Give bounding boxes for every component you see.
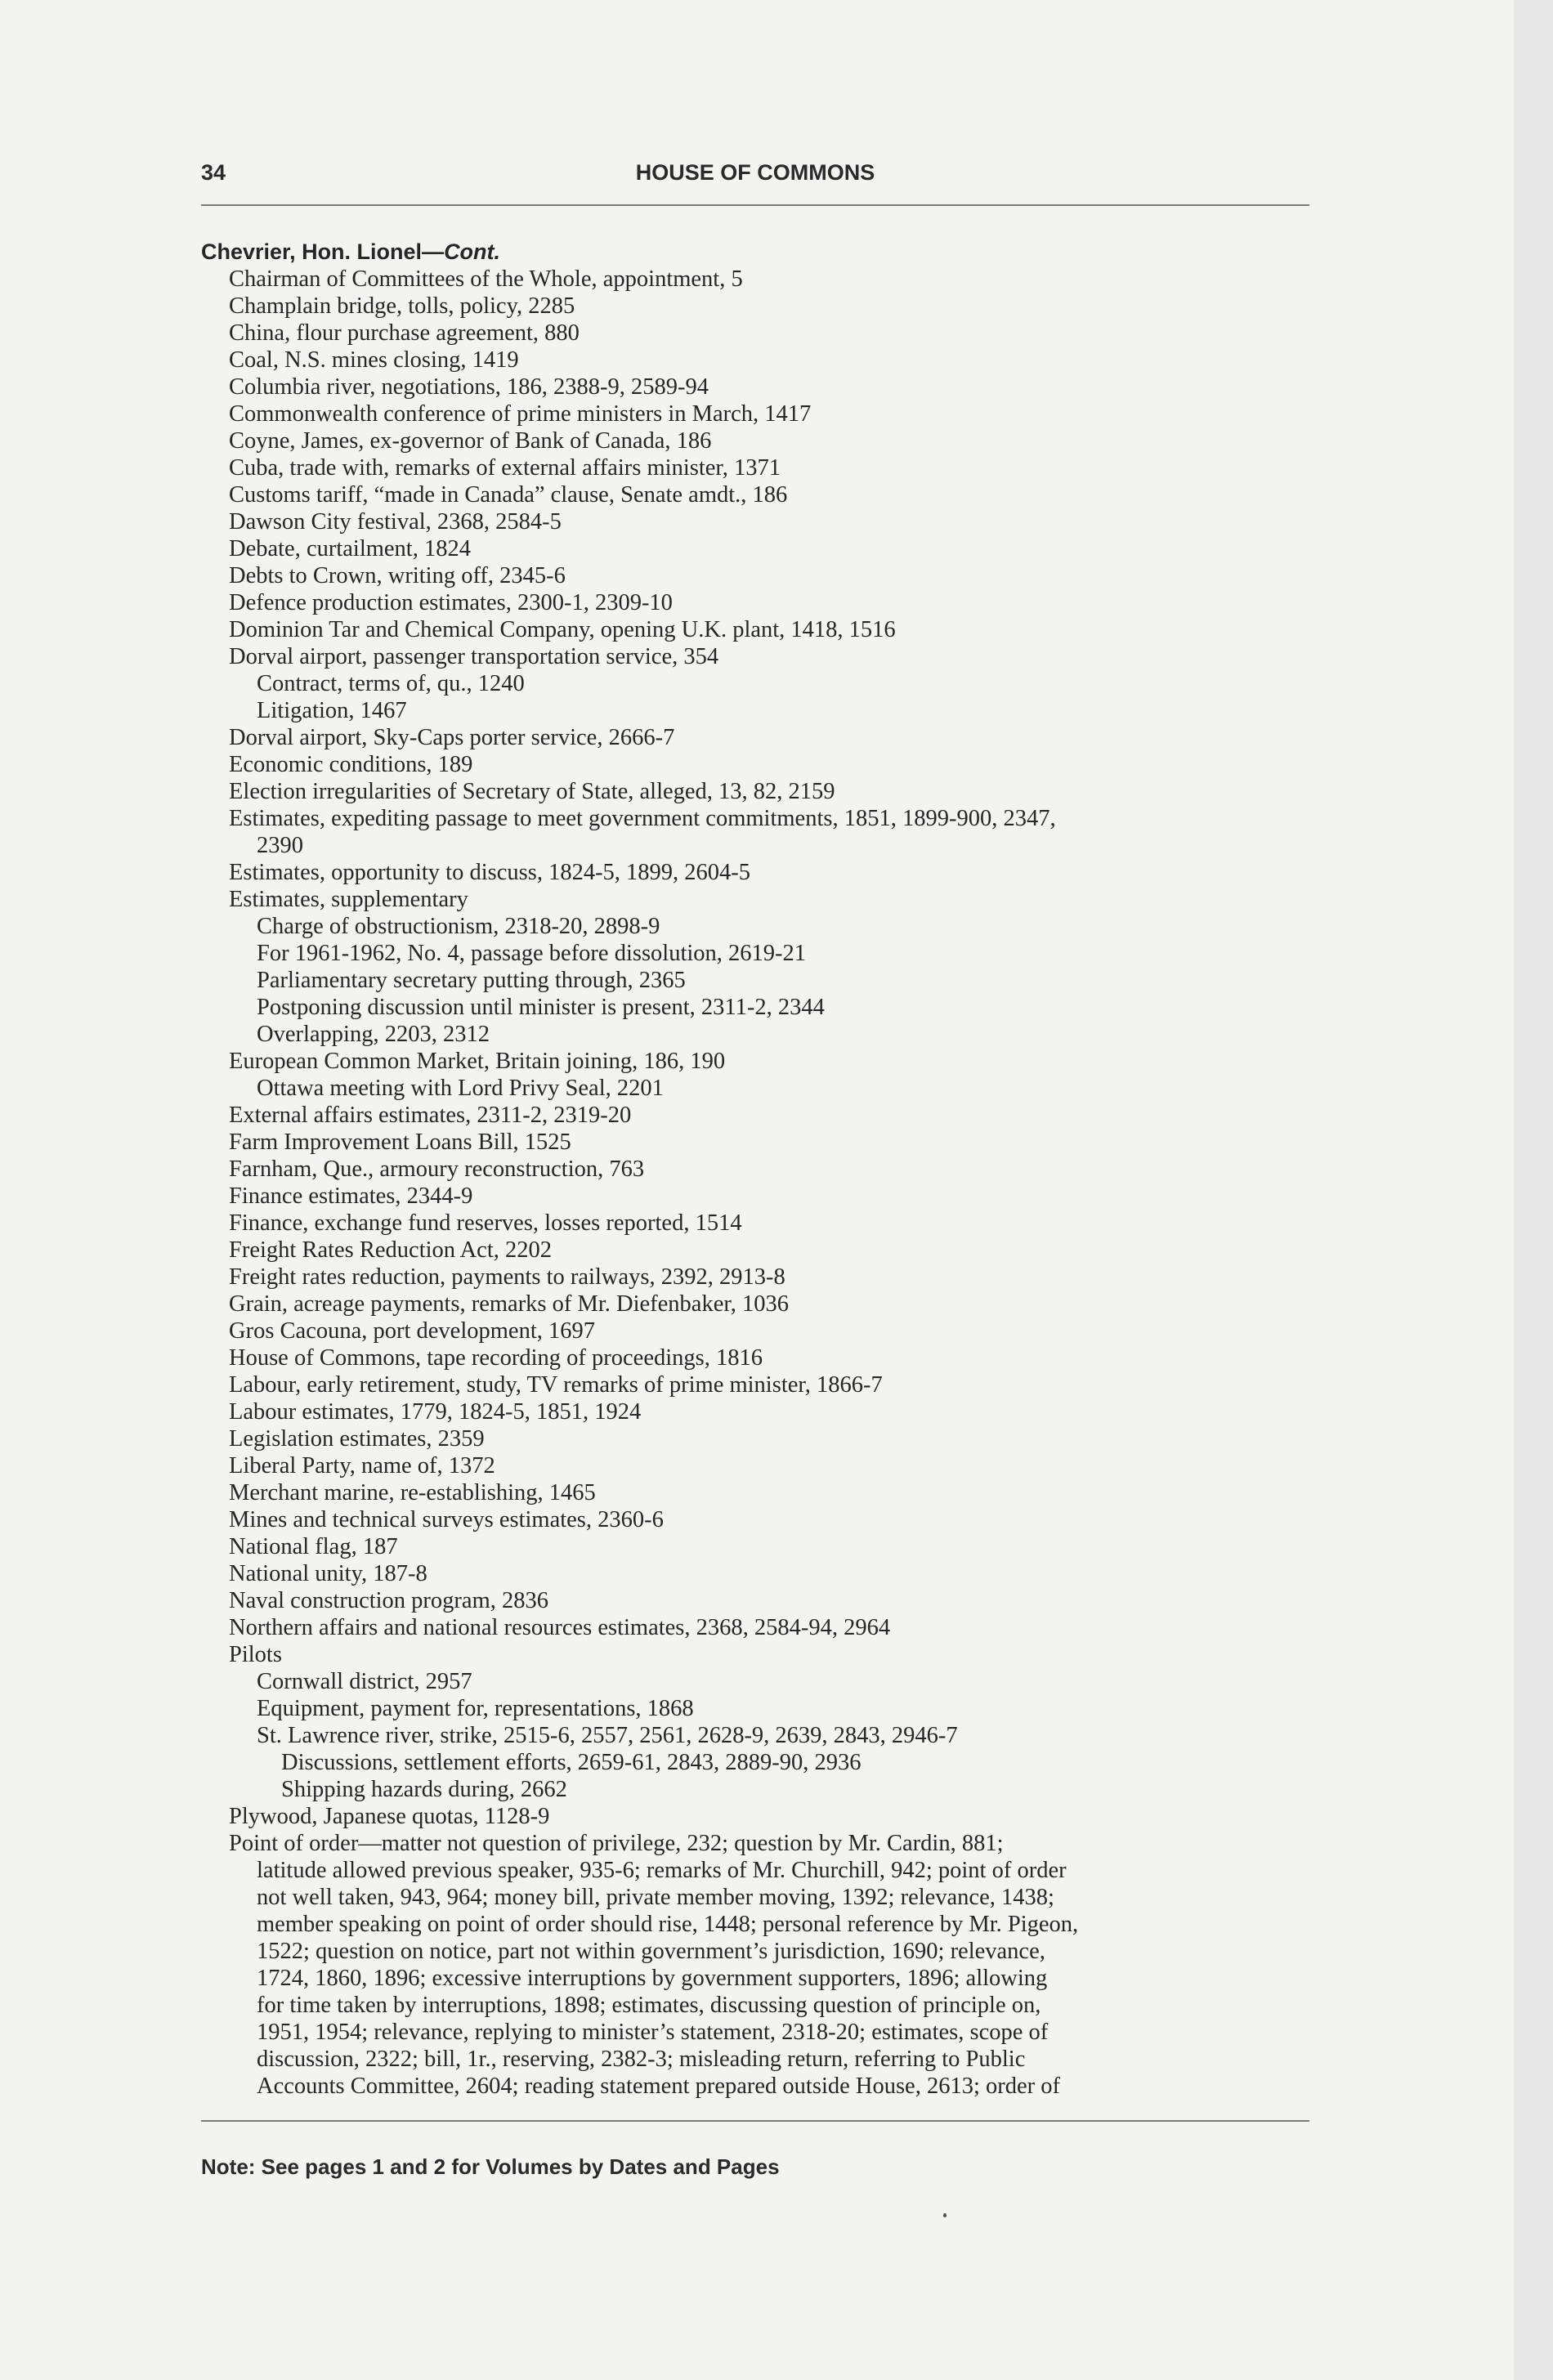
index-line: Ottawa meeting with Lord Privy Seal, 2201 <box>257 1076 664 1101</box>
index-heading-name: Chevrier, Hon. Lionel— <box>201 239 445 264</box>
index-heading-cont: Cont. <box>444 239 501 264</box>
index-line: Estimates, opportunity to discuss, 1824-5, 1899, 2604-5 <box>229 860 751 885</box>
index-line: Northern affairs and national resources estimates, 2368, 2584-94, 2964 <box>229 1615 891 1640</box>
index-line: China, flour purchase agreement, 880 <box>229 320 580 346</box>
index-line: Defence production estimates, 2300-1, 2309-10 <box>229 590 673 615</box>
index-line: Election irregularities of Secretary of State, alleged, 13, 82, 2159 <box>229 779 835 804</box>
index-line: Shipping hazards during, 2662 <box>281 1777 567 1802</box>
index-line: 1951, 1954; relevance, replying to minister’s statement, 2318-20; estimates, scope of <box>257 2020 1049 2045</box>
index-line: Farnham, Que., armoury reconstruction, 763 <box>229 1156 645 1182</box>
index-line: Labour estimates, 1779, 1824-5, 1851, 1924 <box>229 1399 642 1425</box>
index-line: Farm Improvement Loans Bill, 1525 <box>229 1130 571 1155</box>
index-heading <box>201 239 1345 266</box>
index-line: National unity, 187-8 <box>229 1561 427 1586</box>
index-line: European Common Market, Britain joining, 186, 190 <box>229 1049 726 1074</box>
index-line: Columbia river, negotiations, 186, 2388-9, 2589-94 <box>229 374 709 400</box>
header-rule <box>201 204 1309 206</box>
index-line: Freight rates reduction, payments to railways, 2392, 2913-8 <box>229 1264 785 1290</box>
index-line: St. Lawrence river, strike, 2515-6, 2557, 2561, 2628-9, 2639, 2843, 2946-7 <box>257 1723 958 1748</box>
index-line: Finance, exchange fund reserves, losses reported, 1514 <box>229 1210 742 1236</box>
index-line: Plywood, Japanese quotas, 1128-9 <box>229 1804 550 1829</box>
index-line: Commonwealth conference of prime ministers in March, 1417 <box>229 401 812 427</box>
index-line: 2390 <box>257 833 303 858</box>
index-line: Overlapping, 2203, 2312 <box>257 1022 490 1047</box>
index-line: Litigation, 1467 <box>257 698 407 723</box>
index-line: latitude allowed previous speaker, 935-6; remarks of Mr. Churchill, 942; point of order <box>257 1858 1067 1883</box>
index-line: not well taken, 943, 964; money bill, private member moving, 1392; relevance, 1438; <box>257 1885 1054 1910</box>
index-line: Contract, terms of, qu., 1240 <box>257 671 525 696</box>
index-line: Freight Rates Reduction Act, 2202 <box>229 1237 552 1263</box>
index-line: 1522; question on notice, part not within government’s jurisdiction, 1690; relevance, <box>257 1939 1045 1964</box>
index-line: For 1961-1962, No. 4, passage before dissolution, 2619-21 <box>257 941 807 966</box>
footer-rule <box>201 2120 1309 2122</box>
index-line: Legislation estimates, 2359 <box>229 1426 485 1452</box>
index-line: 1724, 1860, 1896; excessive interruptions by government supporters, 1896; allowing <box>257 1966 1048 1991</box>
index-line: Estimates, expediting passage to meet government commitments, 1851, 1899-900, 2347, <box>229 806 1056 831</box>
index-line: member speaking on point of order should rise, 1448; personal reference by Mr. Pigeon, <box>257 1912 1079 1937</box>
index-line: External affairs estimates, 2311-2, 2319-20 <box>229 1103 632 1128</box>
index-line: Parliamentary secretary putting through, 2365 <box>257 968 686 993</box>
index-line: Coal, N.S. mines closing, 1419 <box>229 347 519 373</box>
index-line: Labour, early retirement, study, TV remarks of prime minister, 1866-7 <box>229 1372 883 1398</box>
index-line: Equipment, payment for, representations, 1868 <box>257 1696 694 1721</box>
index-line: Debts to Crown, writing off, 2345-6 <box>229 563 566 588</box>
index-entries <box>201 239 1345 2100</box>
index-line: Estimates, supplementary <box>229 887 468 912</box>
index-line: Chairman of Committees of the Whole, appointment, 5 <box>229 266 743 292</box>
index-line: Debate, curtailment, 1824 <box>229 536 471 561</box>
index-line: Dominion Tar and Chemical Company, opening U.K. plant, 1418, 1516 <box>229 617 896 642</box>
index-line: Cornwall district, 2957 <box>257 1669 472 1694</box>
footer-note: Note: See pages 1 and 2 for Volumes by Dates and Pages <box>201 2154 780 2179</box>
page-header <box>201 160 1309 193</box>
index-line: Cuba, trade with, remarks of external affairs minister, 1371 <box>229 455 781 481</box>
index-line: Finance estimates, 2344-9 <box>229 1183 473 1209</box>
index-line: Accounts Committee, 2604; reading statement prepared outside House, 2613; order of <box>257 2074 1060 2099</box>
running-title: HOUSE OF COMMONS <box>635 160 875 185</box>
index-line: Mines and technical surveys estimates, 2360-6 <box>229 1507 664 1532</box>
index-line: for time taken by interruptions, 1898; estimates, discussing question of principle on, <box>257 1993 1041 2018</box>
index-line: Dorval airport, passenger transportation service, 354 <box>229 644 719 669</box>
index-line: Liberal Party, name of, 1372 <box>229 1453 495 1479</box>
index-line: discussion, 2322; bill, 1r., reserving, 2382-3; misleading return, referring to Public <box>257 2047 1026 2072</box>
index-line: House of Commons, tape recording of proceedings, 1816 <box>229 1345 763 1371</box>
index-line: Grain, acreage payments, remarks of Mr. Diefenbaker, 1036 <box>229 1291 789 1317</box>
print-speck <box>943 2213 947 2217</box>
index-line: Naval construction program, 2836 <box>229 1588 548 1613</box>
index-line: Pilots <box>229 1642 282 1667</box>
index-line: Champlain bridge, tolls, policy, 2285 <box>229 293 575 319</box>
index-line: Postponing discussion until minister is present, 2311-2, 2344 <box>257 995 825 1020</box>
index-line: Charge of obstructionism, 2318-20, 2898-9 <box>257 914 660 939</box>
index-line: Point of order—matter not question of privilege, 232; question by Mr. Cardin, 881; <box>229 1831 1004 1856</box>
index-line: Coyne, James, ex-governor of Bank of Canada, 186 <box>229 428 712 454</box>
index-line: Merchant marine, re-establishing, 1465 <box>229 1480 596 1505</box>
index-line: Discussions, settlement efforts, 2659-61, 2843, 2889-90, 2936 <box>281 1750 862 1775</box>
page-number: 34 <box>201 160 226 185</box>
index-line: National flag, 187 <box>229 1534 398 1559</box>
index-line: Dorval airport, Sky-Caps porter service, 2666-7 <box>229 725 675 750</box>
index-line: Dawson City festival, 2368, 2584-5 <box>229 509 562 535</box>
index-line: Gros Cacouna, port development, 1697 <box>229 1318 595 1344</box>
page-edge <box>1514 0 1553 2380</box>
index-line: Customs tariff, “made in Canada” clause, Senate amdt., 186 <box>229 482 788 508</box>
index-line: Economic conditions, 189 <box>229 752 473 777</box>
